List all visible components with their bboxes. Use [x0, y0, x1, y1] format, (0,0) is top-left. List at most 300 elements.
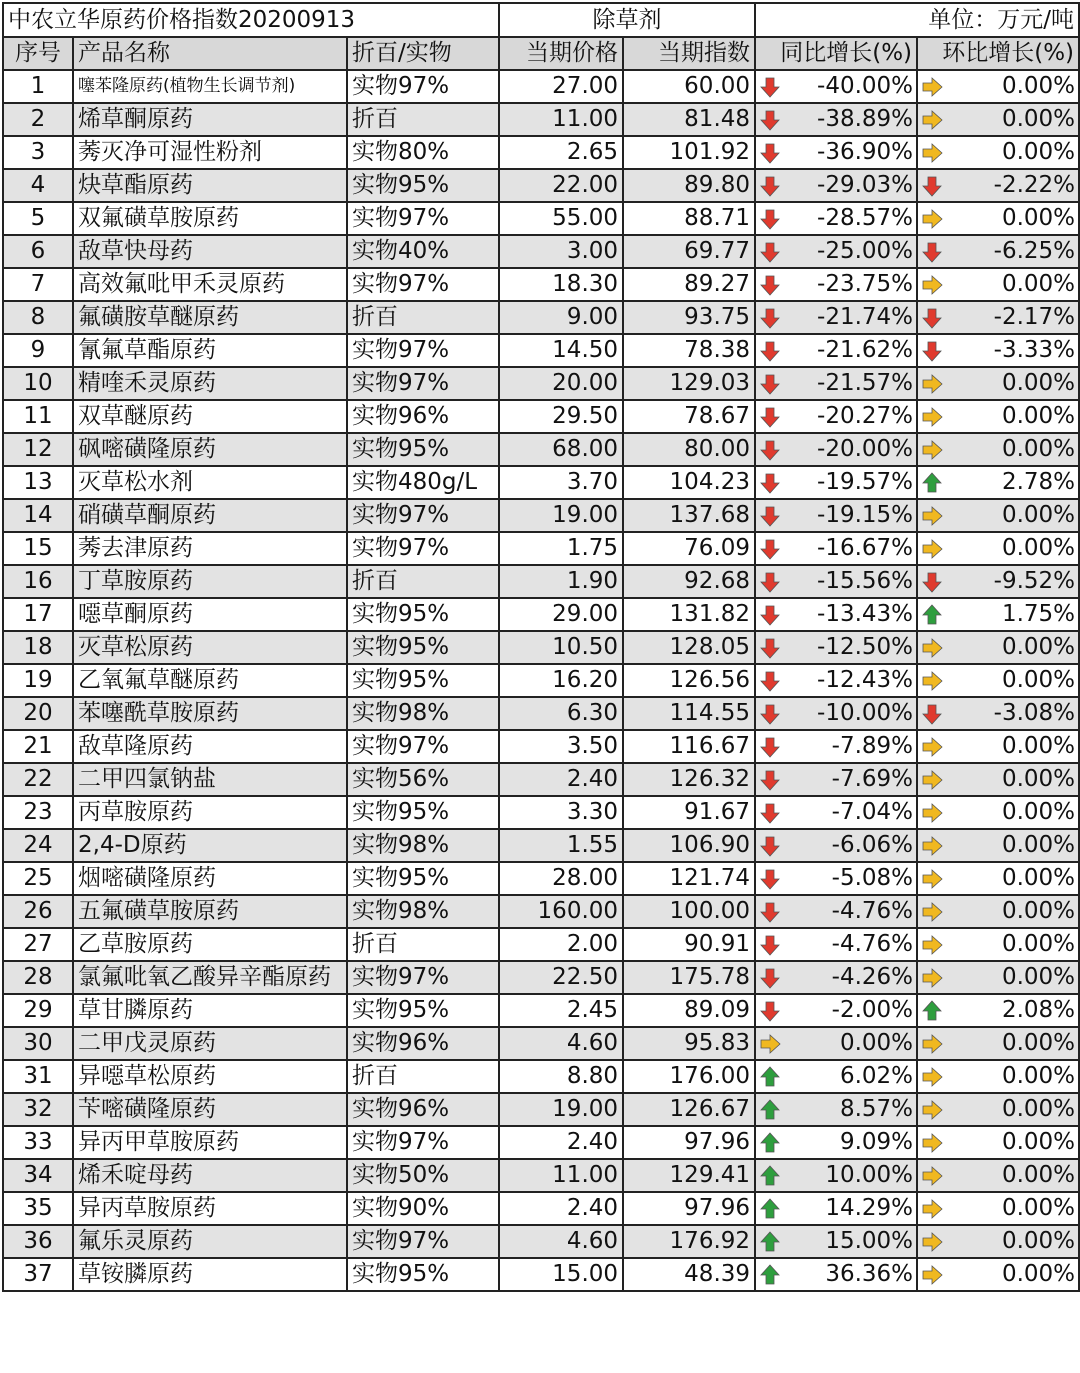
yoy-change: 14.29% [825, 1195, 914, 1221]
arrow-down-icon [759, 505, 781, 527]
table-row [3, 895, 1079, 928]
current-index: 89.27 [623, 268, 755, 301]
header-spec: 折百/实物 [347, 37, 499, 70]
row-no: 37 [3, 1258, 73, 1291]
product-spec: 实物95% [347, 169, 499, 202]
current-price: 19.00 [499, 499, 623, 532]
yoy-change: -19.15% [817, 502, 914, 528]
yoy-change-cell [755, 796, 917, 829]
yoy-change: -13.43% [817, 601, 914, 627]
product-spec: 实物97% [347, 1126, 499, 1159]
product-spec: 实物98% [347, 895, 499, 928]
mom-change-cell [917, 928, 1079, 961]
arrow-right-icon [921, 736, 943, 758]
arrow-up-icon [921, 472, 943, 494]
table-row [3, 565, 1079, 598]
row-no: 30 [3, 1027, 73, 1060]
mom-change: 0.00% [1001, 1063, 1076, 1089]
row-no: 21 [3, 730, 73, 763]
current-index: 175.78 [623, 961, 755, 994]
table-row [3, 928, 1079, 961]
row-no: 25 [3, 862, 73, 895]
product-name: 灭草松原药 [73, 631, 347, 664]
product-spec: 实物90% [347, 1192, 499, 1225]
current-index: 106.90 [623, 829, 755, 862]
arrow-right-icon [921, 538, 943, 560]
product-name: 噁草酮原药 [73, 598, 347, 631]
mom-change: 0.00% [1001, 733, 1076, 759]
mom-change: 0.00% [1001, 1162, 1076, 1188]
yoy-change: -21.57% [817, 370, 914, 396]
header-price: 当期价格 [499, 37, 623, 70]
yoy-change: -36.90% [817, 139, 914, 165]
yoy-change: -20.00% [817, 436, 914, 462]
current-index: 78.38 [623, 334, 755, 367]
current-index: 80.00 [623, 433, 755, 466]
yoy-change: -15.56% [817, 568, 914, 594]
mom-change: -2.22% [993, 172, 1076, 198]
current-index: 97.96 [623, 1192, 755, 1225]
arrow-right-icon [921, 802, 943, 824]
current-price: 3.30 [499, 796, 623, 829]
arrow-down-icon [759, 142, 781, 164]
yoy-change-cell [755, 697, 917, 730]
current-price: 68.00 [499, 433, 623, 466]
arrow-right-icon [921, 967, 943, 989]
table-row [3, 730, 1079, 763]
arrow-right-icon [921, 1264, 943, 1286]
current-index: 114.55 [623, 697, 755, 730]
current-price: 2.65 [499, 136, 623, 169]
mom-change: 0.00% [1001, 1129, 1076, 1155]
yoy-change: -21.62% [817, 337, 914, 363]
table-row [3, 169, 1079, 202]
arrow-down-icon [759, 538, 781, 560]
mom-change: 0.00% [1001, 73, 1076, 99]
table-row [3, 1060, 1079, 1093]
mom-change-cell [917, 1126, 1079, 1159]
product-spec: 折百 [347, 301, 499, 334]
product-spec: 实物97% [347, 202, 499, 235]
mom-change: 0.00% [1001, 1096, 1076, 1122]
current-index: 89.09 [623, 994, 755, 1027]
product-name: 噻苯隆原药(植物生长调节剂) [73, 70, 347, 103]
yoy-change-cell [755, 928, 917, 961]
product-name: 五氟磺草胺原药 [73, 895, 347, 928]
arrow-right-icon [921, 1132, 943, 1154]
mom-change: -3.08% [993, 700, 1076, 726]
arrow-down-icon [921, 241, 943, 263]
current-index: 93.75 [623, 301, 755, 334]
yoy-change-cell [755, 301, 917, 334]
product-name: 莠灭净可湿性粉剂 [73, 136, 347, 169]
current-index: 131.82 [623, 598, 755, 631]
product-name: 草甘膦原药 [73, 994, 347, 1027]
mom-change-cell [917, 169, 1079, 202]
product-spec: 实物95% [347, 1258, 499, 1291]
mom-change-cell [917, 994, 1079, 1027]
product-name: 烯禾啶母药 [73, 1159, 347, 1192]
current-price: 4.60 [499, 1027, 623, 1060]
table-row [3, 829, 1079, 862]
product-spec: 实物97% [347, 70, 499, 103]
current-price: 18.30 [499, 268, 623, 301]
current-index: 116.67 [623, 730, 755, 763]
current-index: 126.56 [623, 664, 755, 697]
row-no: 27 [3, 928, 73, 961]
current-index: 81.48 [623, 103, 755, 136]
current-price: 11.00 [499, 1159, 623, 1192]
yoy-change-cell [755, 664, 917, 697]
mom-change-cell [917, 1258, 1079, 1291]
product-spec: 实物97% [347, 532, 499, 565]
mom-change: 0.00% [1001, 370, 1076, 396]
yoy-change-cell [755, 268, 917, 301]
current-index: 48.39 [623, 1258, 755, 1291]
arrow-down-icon [759, 703, 781, 725]
product-name: 氯氟吡氧乙酸异辛酯原药 [73, 961, 347, 994]
row-no: 8 [3, 301, 73, 334]
arrow-right-icon [921, 505, 943, 527]
product-name: 氟乐灵原药 [73, 1225, 347, 1258]
mom-change-cell [917, 136, 1079, 169]
mom-change: 1.75% [1001, 601, 1076, 627]
product-name: 烟嘧磺隆原药 [73, 862, 347, 895]
yoy-change: 0.00% [839, 1030, 914, 1056]
yoy-change: -6.06% [831, 832, 914, 858]
arrow-right-icon [921, 1231, 943, 1253]
product-spec: 实物80% [347, 136, 499, 169]
yoy-change-cell [755, 994, 917, 1027]
mom-change-cell [917, 730, 1079, 763]
product-spec: 实物95% [347, 862, 499, 895]
current-price: 11.00 [499, 103, 623, 136]
yoy-change: -7.69% [831, 766, 914, 792]
product-name: 二甲戊灵原药 [73, 1027, 347, 1060]
current-price: 22.50 [499, 961, 623, 994]
arrow-down-icon [759, 406, 781, 428]
yoy-change-cell [755, 631, 917, 664]
mom-change: 0.00% [1001, 667, 1076, 693]
arrow-up-icon [759, 1231, 781, 1253]
mom-change-cell [917, 235, 1079, 268]
product-spec: 实物97% [347, 730, 499, 763]
yoy-change-cell [755, 103, 917, 136]
yoy-change: -19.57% [817, 469, 914, 495]
arrow-right-icon [759, 1033, 781, 1055]
table-title: 中农立华原药价格指数20200913 [3, 3, 499, 37]
product-name: 乙草胺原药 [73, 928, 347, 961]
product-spec: 实物98% [347, 697, 499, 730]
arrow-down-icon [921, 175, 943, 197]
mom-change: 0.00% [1001, 403, 1076, 429]
mom-change-cell [917, 334, 1079, 367]
price-index-table [2, 2, 1080, 1292]
arrow-up-icon [759, 1264, 781, 1286]
table-row [3, 862, 1079, 895]
current-price: 2.40 [499, 763, 623, 796]
row-no: 20 [3, 697, 73, 730]
row-no: 28 [3, 961, 73, 994]
table-row [3, 301, 1079, 334]
table-row [3, 1225, 1079, 1258]
yoy-change-cell [755, 829, 917, 862]
yoy-change: -20.27% [817, 403, 914, 429]
mom-change: 2.08% [1001, 997, 1076, 1023]
arrow-right-icon [921, 1165, 943, 1187]
product-name: 灭草松水剂 [73, 466, 347, 499]
arrow-down-icon [759, 373, 781, 395]
mom-change: -3.33% [993, 337, 1076, 363]
product-spec: 折百 [347, 565, 499, 598]
yoy-change: -29.03% [817, 172, 914, 198]
yoy-change-cell [755, 1093, 917, 1126]
table-row [3, 136, 1079, 169]
mom-change-cell [917, 763, 1079, 796]
arrow-down-icon [759, 175, 781, 197]
mom-change-cell [917, 1093, 1079, 1126]
arrow-right-icon [921, 76, 943, 98]
header-mom: 环比增长(%) [917, 37, 1079, 70]
current-price: 3.00 [499, 235, 623, 268]
arrow-right-icon [921, 1033, 943, 1055]
yoy-change-cell [755, 169, 917, 202]
current-index: 129.41 [623, 1159, 755, 1192]
yoy-change: -4.76% [831, 898, 914, 924]
current-price: 20.00 [499, 367, 623, 400]
arrow-right-icon [921, 1099, 943, 1121]
row-no: 11 [3, 400, 73, 433]
mom-change-cell [917, 532, 1079, 565]
product-name: 乙氧氟草醚原药 [73, 664, 347, 697]
table-row [3, 763, 1079, 796]
row-no: 31 [3, 1060, 73, 1093]
current-price: 3.70 [499, 466, 623, 499]
yoy-change: -4.26% [831, 964, 914, 990]
mom-change: 0.00% [1001, 205, 1076, 231]
mom-change: 0.00% [1001, 535, 1076, 561]
product-spec: 折百 [347, 928, 499, 961]
arrow-down-icon [759, 868, 781, 890]
current-price: 19.00 [499, 1093, 623, 1126]
yoy-change: 6.02% [839, 1063, 914, 1089]
product-spec: 实物97% [347, 367, 499, 400]
table-row [3, 433, 1079, 466]
row-no: 5 [3, 202, 73, 235]
yoy-change: -40.00% [817, 73, 914, 99]
mom-change-cell [917, 1159, 1079, 1192]
arrow-down-icon [759, 307, 781, 329]
current-price: 29.50 [499, 400, 623, 433]
product-spec: 实物40% [347, 235, 499, 268]
mom-change: 0.00% [1001, 1195, 1076, 1221]
current-index: 92.68 [623, 565, 755, 598]
row-no: 2 [3, 103, 73, 136]
product-name: 敌草隆原药 [73, 730, 347, 763]
arrow-up-icon [759, 1066, 781, 1088]
yoy-change-cell [755, 565, 917, 598]
mom-change-cell [917, 664, 1079, 697]
table-row [3, 1027, 1079, 1060]
yoy-change-cell [755, 1126, 917, 1159]
mom-change-cell [917, 895, 1079, 928]
product-spec: 实物95% [347, 994, 499, 1027]
current-price: 1.90 [499, 565, 623, 598]
product-name: 高效氟吡甲禾灵原药 [73, 268, 347, 301]
mom-change: 0.00% [1001, 799, 1076, 825]
mom-change: 0.00% [1001, 832, 1076, 858]
mom-change: 0.00% [1001, 865, 1076, 891]
table-row [3, 598, 1079, 631]
product-spec: 实物95% [347, 433, 499, 466]
mom-change: 0.00% [1001, 931, 1076, 957]
table-row [3, 697, 1079, 730]
current-index: 95.83 [623, 1027, 755, 1060]
arrow-up-icon [759, 1198, 781, 1220]
current-index: 100.00 [623, 895, 755, 928]
current-index: 101.92 [623, 136, 755, 169]
product-name: 异丙甲草胺原药 [73, 1126, 347, 1159]
header-index: 当期指数 [623, 37, 755, 70]
product-spec: 实物97% [347, 334, 499, 367]
current-index: 104.23 [623, 466, 755, 499]
arrow-right-icon [921, 1198, 943, 1220]
yoy-change-cell [755, 70, 917, 103]
mom-change-cell [917, 70, 1079, 103]
yoy-change-cell [755, 136, 917, 169]
mom-change: 0.00% [1001, 106, 1076, 132]
product-spec: 实物97% [347, 268, 499, 301]
current-index: 126.67 [623, 1093, 755, 1126]
product-name: 双氟磺草胺原药 [73, 202, 347, 235]
row-no: 4 [3, 169, 73, 202]
table-row [3, 994, 1079, 1027]
mom-change: -2.17% [993, 304, 1076, 330]
arrow-down-icon [759, 208, 781, 230]
yoy-change-cell [755, 895, 917, 928]
row-no: 18 [3, 631, 73, 664]
current-price: 6.30 [499, 697, 623, 730]
table-row [3, 796, 1079, 829]
row-no: 17 [3, 598, 73, 631]
arrow-down-icon [759, 934, 781, 956]
row-no: 36 [3, 1225, 73, 1258]
product-spec: 实物95% [347, 631, 499, 664]
table-row [3, 631, 1079, 664]
current-price: 1.55 [499, 829, 623, 862]
product-name: 2,4-D原药 [73, 829, 347, 862]
arrow-down-icon [759, 472, 781, 494]
yoy-change: 36.36% [825, 1261, 914, 1287]
yoy-change-cell [755, 400, 917, 433]
arrow-right-icon [921, 901, 943, 923]
current-price: 2.40 [499, 1192, 623, 1225]
mom-change: 0.00% [1001, 502, 1076, 528]
arrow-down-icon [759, 439, 781, 461]
mom-change: 0.00% [1001, 1261, 1076, 1287]
mom-change-cell [917, 598, 1079, 631]
table-row [3, 268, 1079, 301]
yoy-change: -28.57% [817, 205, 914, 231]
arrow-down-icon [759, 604, 781, 626]
mom-change: 0.00% [1001, 766, 1076, 792]
row-no: 14 [3, 499, 73, 532]
current-index: 76.09 [623, 532, 755, 565]
current-index: 69.77 [623, 235, 755, 268]
row-no: 12 [3, 433, 73, 466]
current-price: 10.50 [499, 631, 623, 664]
mom-change-cell [917, 829, 1079, 862]
yoy-change-cell [755, 961, 917, 994]
product-spec: 实物97% [347, 961, 499, 994]
table-row [3, 532, 1079, 565]
yoy-change-cell [755, 499, 917, 532]
yoy-change-cell [755, 433, 917, 466]
arrow-right-icon [921, 1066, 943, 1088]
product-spec: 实物480g/L [347, 466, 499, 499]
arrow-right-icon [921, 769, 943, 791]
table-row [3, 1192, 1079, 1225]
mom-change: -9.52% [993, 568, 1076, 594]
product-name: 丙草胺原药 [73, 796, 347, 829]
yoy-change-cell [755, 598, 917, 631]
current-index: 126.32 [623, 763, 755, 796]
header-row [3, 37, 1079, 70]
current-price: 14.50 [499, 334, 623, 367]
yoy-change-cell [755, 466, 917, 499]
yoy-change-cell [755, 1060, 917, 1093]
arrow-up-icon [759, 1099, 781, 1121]
row-no: 33 [3, 1126, 73, 1159]
table-row [3, 499, 1079, 532]
yoy-change-cell [755, 1159, 917, 1192]
arrow-down-icon [759, 241, 781, 263]
mom-change-cell [917, 697, 1079, 730]
current-price: 2.45 [499, 994, 623, 1027]
product-spec: 实物97% [347, 1225, 499, 1258]
title-row [3, 3, 1079, 37]
mom-change: 0.00% [1001, 1030, 1076, 1056]
yoy-change: -2.00% [831, 997, 914, 1023]
yoy-change-cell [755, 1027, 917, 1060]
arrow-right-icon [921, 835, 943, 857]
arrow-down-icon [759, 637, 781, 659]
product-spec: 实物95% [347, 598, 499, 631]
arrow-down-icon [759, 274, 781, 296]
row-no: 6 [3, 235, 73, 268]
current-price: 16.20 [499, 664, 623, 697]
product-name: 异丙草胺原药 [73, 1192, 347, 1225]
arrow-right-icon [921, 109, 943, 131]
header-name: 产品名称 [73, 37, 347, 70]
table-row [3, 334, 1079, 367]
arrow-down-icon [759, 340, 781, 362]
arrow-down-icon [759, 967, 781, 989]
mom-change: -6.25% [993, 238, 1076, 264]
current-index: 176.92 [623, 1225, 755, 1258]
table-row [3, 103, 1079, 136]
mom-change-cell [917, 499, 1079, 532]
current-price: 8.80 [499, 1060, 623, 1093]
arrow-up-icon [759, 1165, 781, 1187]
row-no: 15 [3, 532, 73, 565]
row-no: 29 [3, 994, 73, 1027]
current-index: 128.05 [623, 631, 755, 664]
current-price: 28.00 [499, 862, 623, 895]
yoy-change: -12.43% [817, 667, 914, 693]
mom-change-cell [917, 961, 1079, 994]
table-row [3, 400, 1079, 433]
